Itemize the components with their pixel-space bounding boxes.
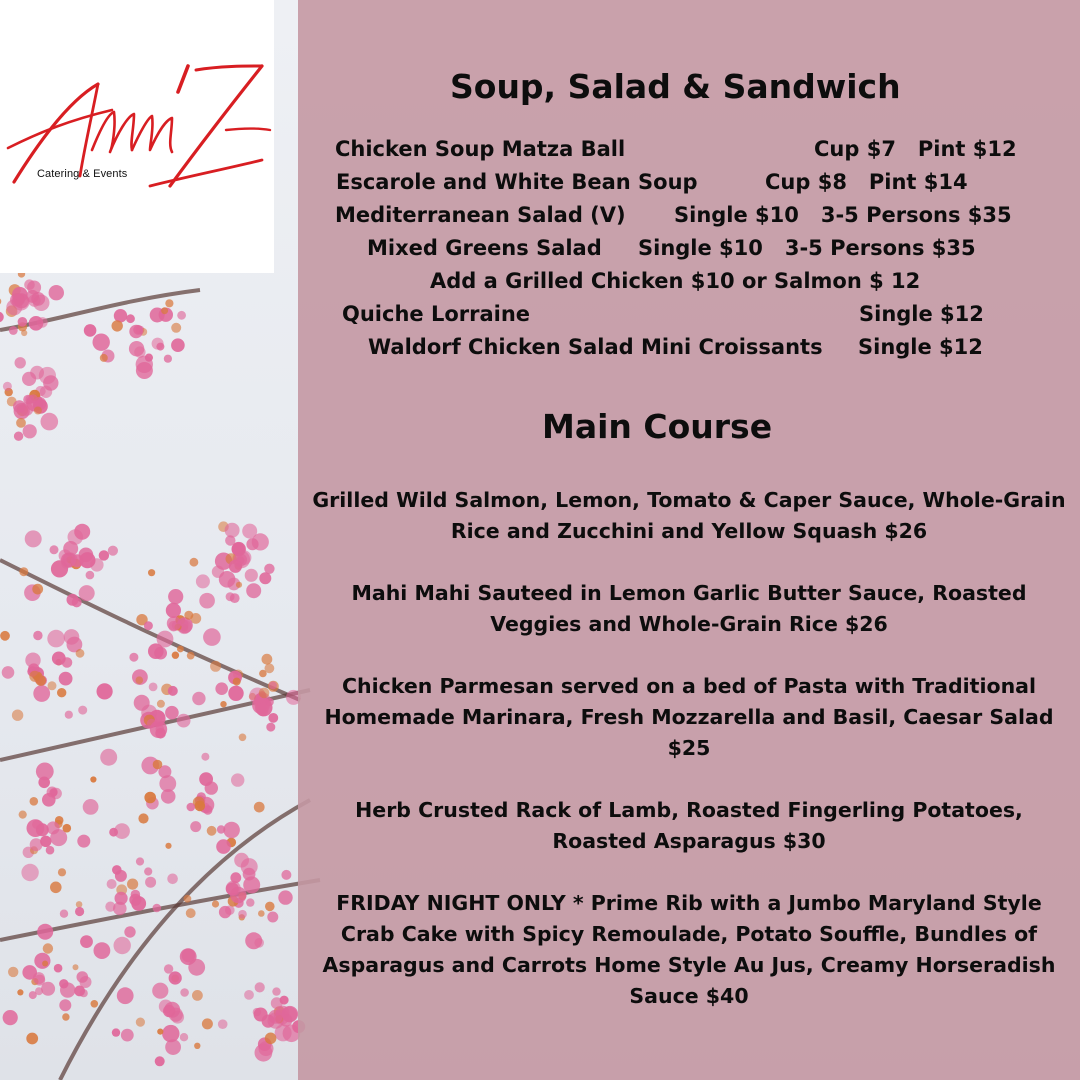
blossom xyxy=(77,835,90,848)
leaf xyxy=(19,567,28,576)
blossom xyxy=(112,865,122,875)
main-course-item-line: Rice and Zucchini and Yellow Squash $26 xyxy=(450,519,928,543)
leaf xyxy=(258,910,265,917)
leaf xyxy=(30,797,39,806)
leaf xyxy=(136,676,144,684)
blossom xyxy=(218,1019,228,1029)
blossom xyxy=(126,314,135,323)
leaf xyxy=(57,688,66,697)
blossom xyxy=(131,896,146,911)
blossom xyxy=(267,912,278,923)
blossom xyxy=(271,997,283,1009)
leaf xyxy=(144,792,156,804)
blossom xyxy=(115,892,128,905)
blossom xyxy=(145,877,156,888)
blossom xyxy=(171,1011,184,1024)
leaf xyxy=(165,843,171,849)
leaf xyxy=(233,678,241,686)
blossom xyxy=(149,683,158,692)
main-course-item-line: Sauce $40 xyxy=(629,984,749,1008)
blossom xyxy=(230,872,241,883)
blossom xyxy=(199,593,215,609)
blossom xyxy=(46,846,55,855)
blossom xyxy=(51,560,68,577)
blossom xyxy=(64,629,80,645)
blossom xyxy=(203,628,221,646)
blossom xyxy=(13,400,26,413)
main-course-item xyxy=(298,485,1080,547)
blossom xyxy=(254,938,264,948)
blossom xyxy=(133,325,143,335)
leaf xyxy=(254,802,265,813)
blossom xyxy=(41,982,55,996)
main-course-item-line: Chicken Parmesan served on a bed of Pasta with Traditional xyxy=(341,674,1037,698)
blossom xyxy=(275,1024,292,1041)
blossom xyxy=(62,657,73,668)
blossom xyxy=(36,763,54,781)
blossom xyxy=(29,316,44,331)
blossom xyxy=(47,821,60,834)
leaf xyxy=(194,1043,200,1049)
main-course-item-line: Veggies and Whole-Grain Rice $26 xyxy=(490,612,888,636)
blossom xyxy=(164,355,172,363)
leaf xyxy=(73,964,79,970)
main-course-item-line: $25 xyxy=(667,736,711,760)
blossom xyxy=(215,682,228,695)
blossom xyxy=(157,631,174,648)
blossom xyxy=(165,706,179,720)
blossom xyxy=(234,853,249,868)
leaf xyxy=(12,710,23,721)
blossom xyxy=(37,924,53,940)
leaf xyxy=(187,652,195,660)
blossom xyxy=(219,906,231,918)
leaf xyxy=(91,1000,99,1008)
logo-card xyxy=(0,0,274,273)
blossom xyxy=(41,413,59,431)
blossom xyxy=(83,799,99,815)
blossom xyxy=(59,999,71,1011)
leaf xyxy=(48,681,57,690)
blossom xyxy=(177,311,186,320)
blossom xyxy=(238,910,247,919)
blossom xyxy=(34,953,50,969)
blossom xyxy=(9,326,18,335)
blossom xyxy=(187,803,196,812)
blossom xyxy=(281,870,291,880)
blossom xyxy=(60,910,68,918)
leaf xyxy=(177,646,184,653)
blossom xyxy=(24,279,35,290)
blossom xyxy=(23,424,37,438)
blossom xyxy=(245,569,258,582)
blossom xyxy=(192,692,205,705)
menu-item-price: Cup $8 Pint $14 xyxy=(765,170,968,194)
blossom xyxy=(97,683,113,699)
leaf xyxy=(0,298,1,305)
leaf xyxy=(172,652,179,659)
blossom xyxy=(49,285,64,300)
leaf xyxy=(0,631,10,641)
blossom xyxy=(231,773,244,786)
blossom xyxy=(216,839,231,854)
blossom xyxy=(47,630,65,648)
blossom xyxy=(201,753,209,761)
blossom xyxy=(79,585,95,601)
leaf xyxy=(16,418,26,428)
blossom xyxy=(30,838,43,851)
blossom xyxy=(60,982,75,997)
blossom xyxy=(79,552,95,568)
blossom xyxy=(164,964,173,973)
blossom xyxy=(167,874,178,885)
leaf xyxy=(34,407,42,415)
blossom xyxy=(94,942,111,959)
blossom xyxy=(15,357,26,368)
blossom xyxy=(228,686,243,701)
leaf xyxy=(76,901,83,908)
blossom xyxy=(54,964,63,973)
blossom xyxy=(264,564,274,574)
leaf xyxy=(42,961,48,967)
blossom xyxy=(268,713,278,723)
leaf xyxy=(112,320,123,331)
blossom xyxy=(0,312,4,323)
leaf xyxy=(17,989,23,995)
menu-item-addon: Add a Grilled Chicken $10 or Salmon $ 12 xyxy=(430,269,921,293)
blossom xyxy=(167,616,181,630)
leaf xyxy=(100,354,108,362)
blossom xyxy=(33,631,42,640)
leaf xyxy=(207,826,217,836)
blossom xyxy=(136,356,153,373)
blossom xyxy=(77,971,89,983)
blossom xyxy=(259,572,271,584)
blossom xyxy=(169,971,182,984)
blossom xyxy=(168,686,178,696)
leaf xyxy=(21,330,27,336)
blossom xyxy=(150,721,167,738)
blossom xyxy=(124,926,135,937)
blossom xyxy=(80,989,88,997)
menu-item-name: Mixed Greens Salad xyxy=(367,236,602,260)
leaf xyxy=(190,558,199,567)
blossom xyxy=(100,749,117,766)
blossom xyxy=(255,1044,273,1062)
blossom xyxy=(43,375,58,390)
blossom xyxy=(105,902,115,912)
blossom xyxy=(266,698,274,706)
menu-item-price: Single $10 3-5 Persons $35 xyxy=(638,236,976,260)
blossom xyxy=(25,653,40,668)
main-course-item-line: FRIDAY NIGHT ONLY * Prime Rib with a Jumbo Maryland Style xyxy=(336,891,1042,915)
blossom xyxy=(243,868,256,881)
main-course-item-line: Asparagus and Carrots Home Style Au Jus, Creamy Horseradish xyxy=(322,953,1056,977)
blossom xyxy=(32,820,41,829)
blossom xyxy=(155,1056,165,1066)
blossom xyxy=(84,324,97,337)
leaf xyxy=(148,569,155,576)
leaf xyxy=(265,902,275,912)
blossom xyxy=(129,341,144,356)
blossom xyxy=(171,338,185,352)
leaf xyxy=(265,1033,277,1045)
leaf xyxy=(62,1013,69,1020)
menu-item-name: Escarole and White Bean Soup xyxy=(336,170,698,194)
blossom xyxy=(255,982,265,992)
leaf xyxy=(192,990,203,1001)
menu-item-price: Single $10 3-5 Persons $35 xyxy=(674,203,1012,227)
blossom xyxy=(3,382,12,391)
blossom xyxy=(112,1028,120,1036)
leaf xyxy=(157,700,165,708)
blossom xyxy=(168,589,183,604)
blossom xyxy=(225,523,240,538)
leaf xyxy=(63,824,72,833)
leaf xyxy=(171,323,181,333)
blossom xyxy=(269,681,277,689)
blossom xyxy=(33,295,49,311)
menu-item-price: Single $12 xyxy=(859,302,984,326)
leaf xyxy=(165,299,173,307)
leaf xyxy=(26,1033,38,1045)
main-course-item-line: Herb Crusted Rack of Lamb, Roasted Fingerling Potatoes, xyxy=(355,798,1023,822)
blossom xyxy=(114,823,130,839)
menu-item-price: Cup $7 Pint $12 xyxy=(814,137,1017,161)
leaf xyxy=(210,661,221,672)
blossom xyxy=(252,533,269,550)
menu-item-name: Chicken Soup Matza Ball xyxy=(335,137,626,161)
leaf xyxy=(186,908,196,918)
leaf xyxy=(184,895,192,903)
main-course-item xyxy=(298,795,1080,857)
blossom xyxy=(234,553,247,566)
leaf xyxy=(76,649,85,658)
blossom xyxy=(161,789,176,804)
blossom xyxy=(144,621,153,630)
blossom xyxy=(266,723,275,732)
blossom xyxy=(182,949,196,963)
blossom xyxy=(196,574,210,588)
blossom xyxy=(244,990,254,1000)
leaf xyxy=(220,701,226,707)
leaf xyxy=(262,654,273,665)
blossom xyxy=(152,983,168,999)
blossom xyxy=(246,583,261,598)
blossom xyxy=(3,1010,18,1025)
leaf xyxy=(184,611,193,620)
blossom xyxy=(42,793,56,807)
blossom xyxy=(223,822,240,839)
leaf xyxy=(161,307,168,314)
blossom xyxy=(21,864,38,881)
leaf xyxy=(127,879,138,890)
blossom xyxy=(78,706,87,715)
main-course-item-line: Grilled Wild Salmon, Lemon, Tomato & Caper Sauce, Whole-Grain xyxy=(312,488,1066,512)
blossom xyxy=(230,593,240,603)
annz-logo-mark xyxy=(0,0,274,273)
blossom xyxy=(190,821,201,832)
blossom xyxy=(25,530,42,547)
logo-tagline: Catering & Events xyxy=(37,168,128,180)
blossom xyxy=(268,1010,282,1024)
main-course-item xyxy=(298,888,1080,1012)
blossom xyxy=(108,546,118,556)
blossom xyxy=(117,987,134,1004)
blossom xyxy=(6,299,22,315)
blossom xyxy=(2,666,15,679)
leaf xyxy=(259,670,267,678)
blossom xyxy=(152,338,164,350)
blossom xyxy=(180,1033,188,1041)
blossom xyxy=(199,772,213,786)
blossom xyxy=(272,987,280,995)
blossom xyxy=(74,524,90,540)
blossom xyxy=(93,334,110,351)
leaf xyxy=(58,868,66,876)
blossom xyxy=(65,711,73,719)
blossom xyxy=(153,904,162,913)
main-course-item-line: Mahi Mahi Sauteed in Lemon Garlic Butter Sauce, Roasted xyxy=(351,581,1027,605)
blossom xyxy=(129,653,138,662)
section-title-main-course: Main Course xyxy=(542,407,773,446)
blossom xyxy=(63,541,78,556)
blossom xyxy=(246,898,254,906)
blossom xyxy=(50,545,59,554)
main-course-item-line: Roasted Asparagus $30 xyxy=(552,829,826,853)
blossom xyxy=(35,987,43,995)
blossom xyxy=(154,647,167,660)
blossom xyxy=(144,867,152,875)
blossom xyxy=(278,890,292,904)
blossom xyxy=(18,317,28,327)
blossom xyxy=(14,432,23,441)
blossom xyxy=(282,1006,298,1022)
leaf xyxy=(259,688,270,699)
blossom xyxy=(59,672,73,686)
blossom xyxy=(136,857,144,865)
leaf xyxy=(50,882,62,894)
blossom xyxy=(75,907,84,916)
blossom xyxy=(121,1029,134,1042)
leaf xyxy=(138,813,148,823)
menu-item-name: Waldorf Chicken Salad Mini Croissants xyxy=(368,335,823,359)
main-course-item xyxy=(298,578,1080,640)
menu-panel xyxy=(298,0,1080,1080)
blossom xyxy=(230,887,247,904)
blossom xyxy=(177,714,191,728)
blossom xyxy=(86,571,95,580)
blossom xyxy=(29,394,38,403)
leaf xyxy=(202,1018,213,1029)
blossom xyxy=(33,685,50,702)
leaf xyxy=(239,734,247,742)
blossom xyxy=(67,594,79,606)
leaf xyxy=(153,760,163,770)
blossom xyxy=(99,550,109,560)
leaf xyxy=(43,943,53,953)
blossom xyxy=(253,1008,261,1016)
main-course-item-line: Crab Cake with Spicy Remoulade, Potato Souffle, Bundles of xyxy=(340,922,1038,946)
main-course-item xyxy=(298,671,1080,764)
menu-item-name: Mediterranean Salad (V) xyxy=(335,203,626,227)
blossom xyxy=(162,1025,179,1042)
leaf xyxy=(19,811,27,819)
blossom xyxy=(22,965,37,980)
blossom xyxy=(80,935,93,948)
section-title-soup-salad-sandwich: Soup, Salad & Sandwich xyxy=(450,67,901,106)
blossom xyxy=(114,937,131,954)
blossom xyxy=(225,535,235,545)
leaf xyxy=(29,671,40,682)
main-course-item-line: Homemade Marinara, Fresh Mozzarella and Basil, Caesar Salad xyxy=(324,705,1054,729)
leaf xyxy=(90,776,96,782)
blossom xyxy=(22,372,36,386)
menu-item-name: Quiche Lorraine xyxy=(342,302,531,326)
menu-item-price: Single $12 xyxy=(858,335,983,359)
blossom xyxy=(180,988,189,997)
leaf xyxy=(236,582,242,588)
leaf xyxy=(32,584,43,595)
leaf xyxy=(157,1029,163,1035)
leaf xyxy=(212,900,219,907)
leaf xyxy=(8,967,18,977)
leaf xyxy=(136,1018,145,1027)
blossom xyxy=(107,879,117,889)
